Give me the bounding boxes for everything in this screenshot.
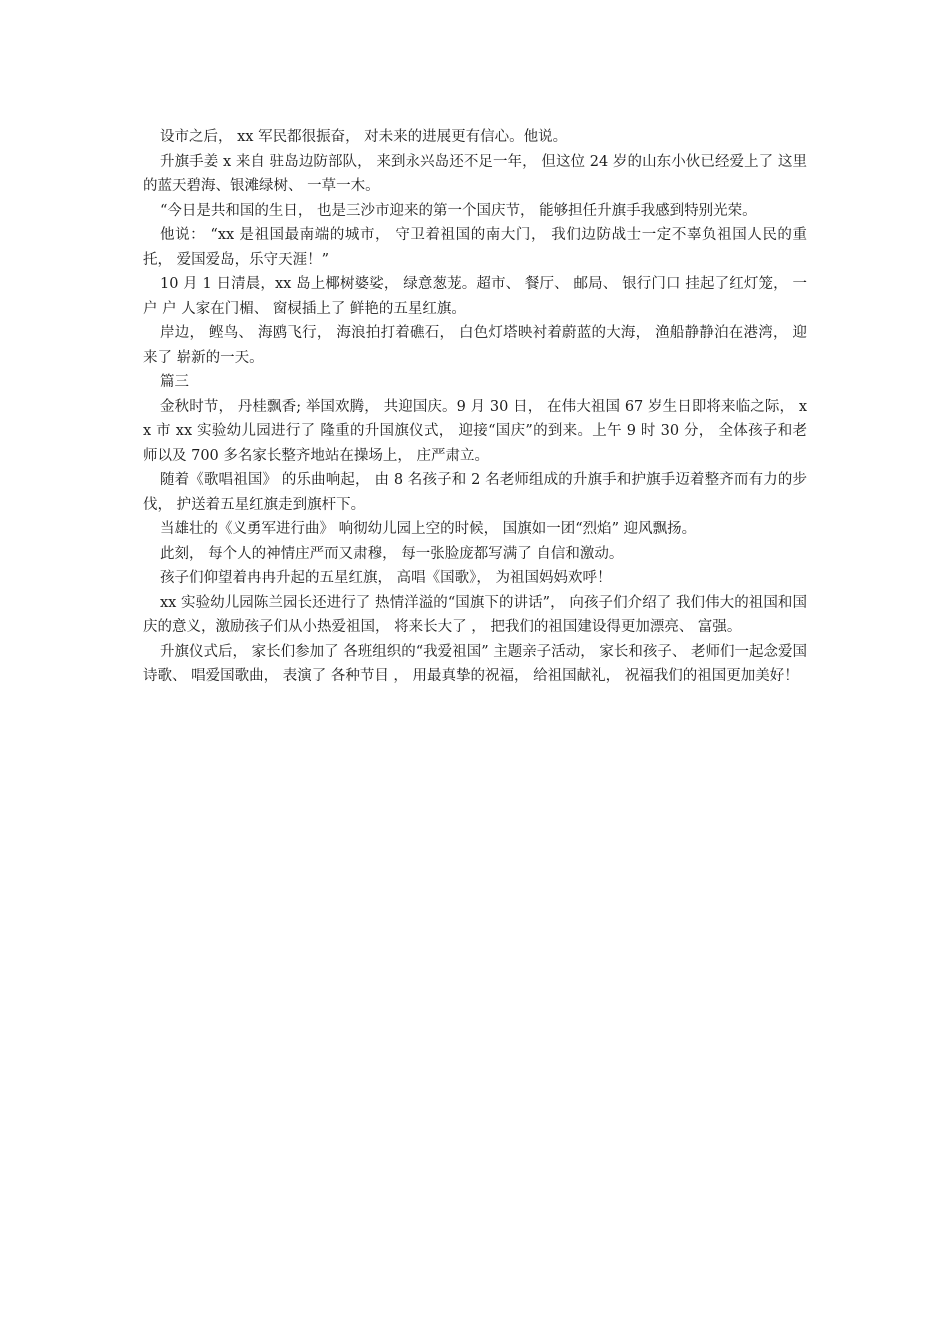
- paragraph-4: 他说： “xx 是祖国最南端的城市， 守卫着祖国的南大门， 我们边防战士一定不辜负祖国人民的重托， 爱国爱岛，乐守天涯！”: [143, 227, 807, 268]
- paragraph-3: “今日是共和国的生日， 也是三沙市迎来的第一个国庆节， 能够担任升旗手我感到特别光荣。: [160, 202, 757, 219]
- section-paragraph-6: xx 实验幼儿园陈兰园长还进行了 热情洋溢的“国旗下的讲话”， 向孩子们介绍了 我们伟大的祖国和国庆的意义，激励孩子们从小热爱祖国， 将来长大了 ， 把我们的祖国建设得更加漂亮、 富强。: [143, 594, 807, 635]
- section-paragraph-1: 金秋时节， 丹桂飘香; 举国欢腾， 共迎国庆。9 月 30 日， 在伟大祖国 67 岁生日即将来临之际， xx 市 xx 实验幼儿园进行了 隆重的升国旗仪式， 迎接“国庆”的到来。上午 9 时 30 分， 全体孩子和老师以及 700 多名家长整齐地站在操场上， 庄严肃立。: [143, 398, 807, 464]
- section-paragraph-3: 当雄壮的《义勇军进行曲》 响彻幼儿园上空的时候， 国旗如一团“烈焰” 迎风飘扬。: [160, 521, 697, 537]
- section-paragraph-5: 孩子们仰望着冉冉升起的五星红旗， 高唱《国歌》， 为祖国妈妈欢呼！: [160, 570, 612, 586]
- paragraph-6: 岸边， 鲣鸟、 海鸥飞行， 海浪拍打着礁石， 白色灯塔映衬着蔚蓝的大海， 渔船静静泊在港湾， 迎来了 崭新的一天。: [143, 325, 807, 366]
- section-paragraph-2: 随着《歌唱祖国》 的乐曲响起， 由 8 名孩子和 2 名老师组成的升旗手和护旗手迈着整齐而有力的步伐， 护送着五星红旗走到旗杆下。: [143, 472, 807, 513]
- paragraph-5: 10 月 1 日清晨，xx 岛上椰树婆娑， 绿意葱茏。超市、 餐厅、 邮局、 银行门口 挂起了红灯笼， 一户 户 人家在门楣、 窗棂插上了 鲜艳的五星红旗。: [143, 276, 807, 317]
- section-paragraph-4: 此刻， 每个人的神情庄严而又肃穆， 每一张脸庞都写满了 自信和激动。: [160, 545, 624, 562]
- paragraph-1: 设市之后， xx 军民都很振奋， 对未来的进展更有信心。他说。: [160, 129, 568, 145]
- section-heading: 篇三: [160, 374, 189, 390]
- section-paragraph-7: 升旗仪式后， 家长们参加了 各班组织的“我爱祖国” 主题亲子活动， 家长和孩子、 老师们一起念爱国诗歌、 唱爱国歌曲， 表演了 各种节目 ， 用最真挚的祝福， 给祖国献礼， 祝福我们的祖国更加美好！: [143, 643, 807, 684]
- document-body: [143, 125, 807, 689]
- paragraph-2: 升旗手姜 x 来自 驻岛边防部队， 来到永兴岛还不足一年， 但这位 24 岁的山东小伙已经爱上了 这里的蓝天碧海、银滩绿树、 一草一木。: [143, 153, 807, 194]
